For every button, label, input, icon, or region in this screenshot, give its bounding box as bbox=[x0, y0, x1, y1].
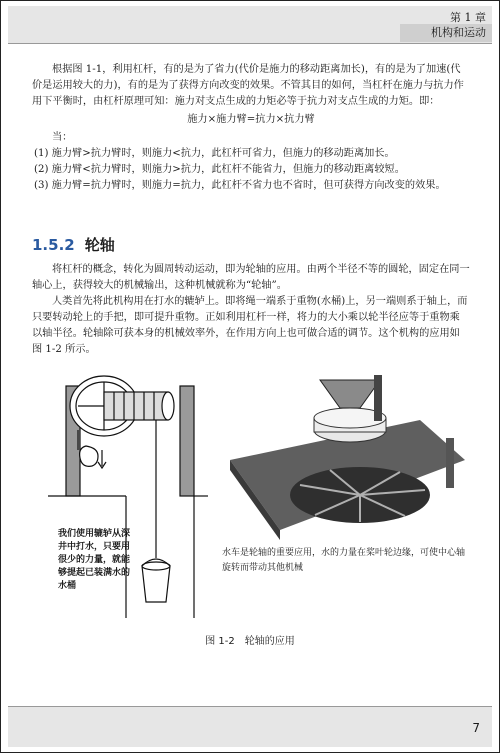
bucket bbox=[142, 566, 170, 602]
windlass-caption: 我们使用辘轳从深井中打水，只要用很少的力量，就能够提起已装满水的水桶 bbox=[58, 529, 131, 591]
section-title: 轮轴 bbox=[84, 236, 115, 254]
section-text bbox=[32, 262, 470, 358]
paragraph-windlass: 人类首先将此机构用在打水的辘轳上。即将绳一端系于重物(水桶)上，另一端则系于轴上，而只要转动轮上的手把，即可提升重物。正如利用杠杆一样，将力的大小乘以轮半径应等于重物乘以轴半径。轮轴除可获本身的机械效率外，在作用方向上也可做合适的调节。这个机构的应用如图 1-2 所示。 bbox=[32, 296, 468, 355]
section-heading bbox=[32, 234, 115, 255]
waterwheel-photo bbox=[220, 370, 470, 540]
page-number: 7 bbox=[472, 721, 480, 735]
right-post bbox=[180, 386, 194, 496]
hand-icon bbox=[80, 446, 98, 466]
intro-text bbox=[32, 62, 470, 194]
list-item-2: (2) 施力臂<抗力臂时，则施力>抗力，此杠杆不能省力，但施力的移动距离较短。 bbox=[34, 164, 405, 175]
chapter-topic: 机构和运动 bbox=[431, 26, 486, 39]
when-label: 当： bbox=[52, 132, 73, 143]
paragraph-wheel-axle: 将杠杆的概念，转化为圆周转动运动，即为轮轴的应用。由两个半径不等的圆轮，固定在同一轴心上，获得较大的机械输出，这种机械就称为“轮轴”。 bbox=[32, 264, 470, 291]
chapter-label: 第 1 章 bbox=[450, 11, 486, 24]
paragraph-lever: 根据图 1-1，利用杠杆，有的是为了省力(代价是施力的移动距离加长)，有的是为了加速(代价是运用较大的力)，有的是为了获得方向改变的效果。不管其目的如何，当杠杆在施力与抗力作用下平衡时，由杠杆原理可知：施力对支点生成的力矩必等于抗力对支点生成的力矩。即： bbox=[32, 64, 464, 107]
footer-bar bbox=[8, 706, 492, 747]
section-number: 1.5.2 bbox=[32, 236, 75, 254]
figure-title: 图 1-2 轮轴的应用 bbox=[205, 636, 295, 647]
waterwheel-caption: 水车是轮轴的重要应用，水的力量在桨叶轮边缘，可使中心轴旋转而带动其他机械 bbox=[222, 548, 466, 573]
list-item-3: (3) 施力臂=抗力臂时，则施力=抗力，此杠杆不省力也不省时，但可获得方向改变的效果。 bbox=[34, 180, 446, 191]
list-item-1: (1) 施力臂>抗力臂时，则施力<抗力，此杠杆可省力，但施力的移动距离加长。 bbox=[34, 148, 395, 159]
formula: 施力×施力臂=抗力×抗力臂 bbox=[187, 114, 315, 125]
